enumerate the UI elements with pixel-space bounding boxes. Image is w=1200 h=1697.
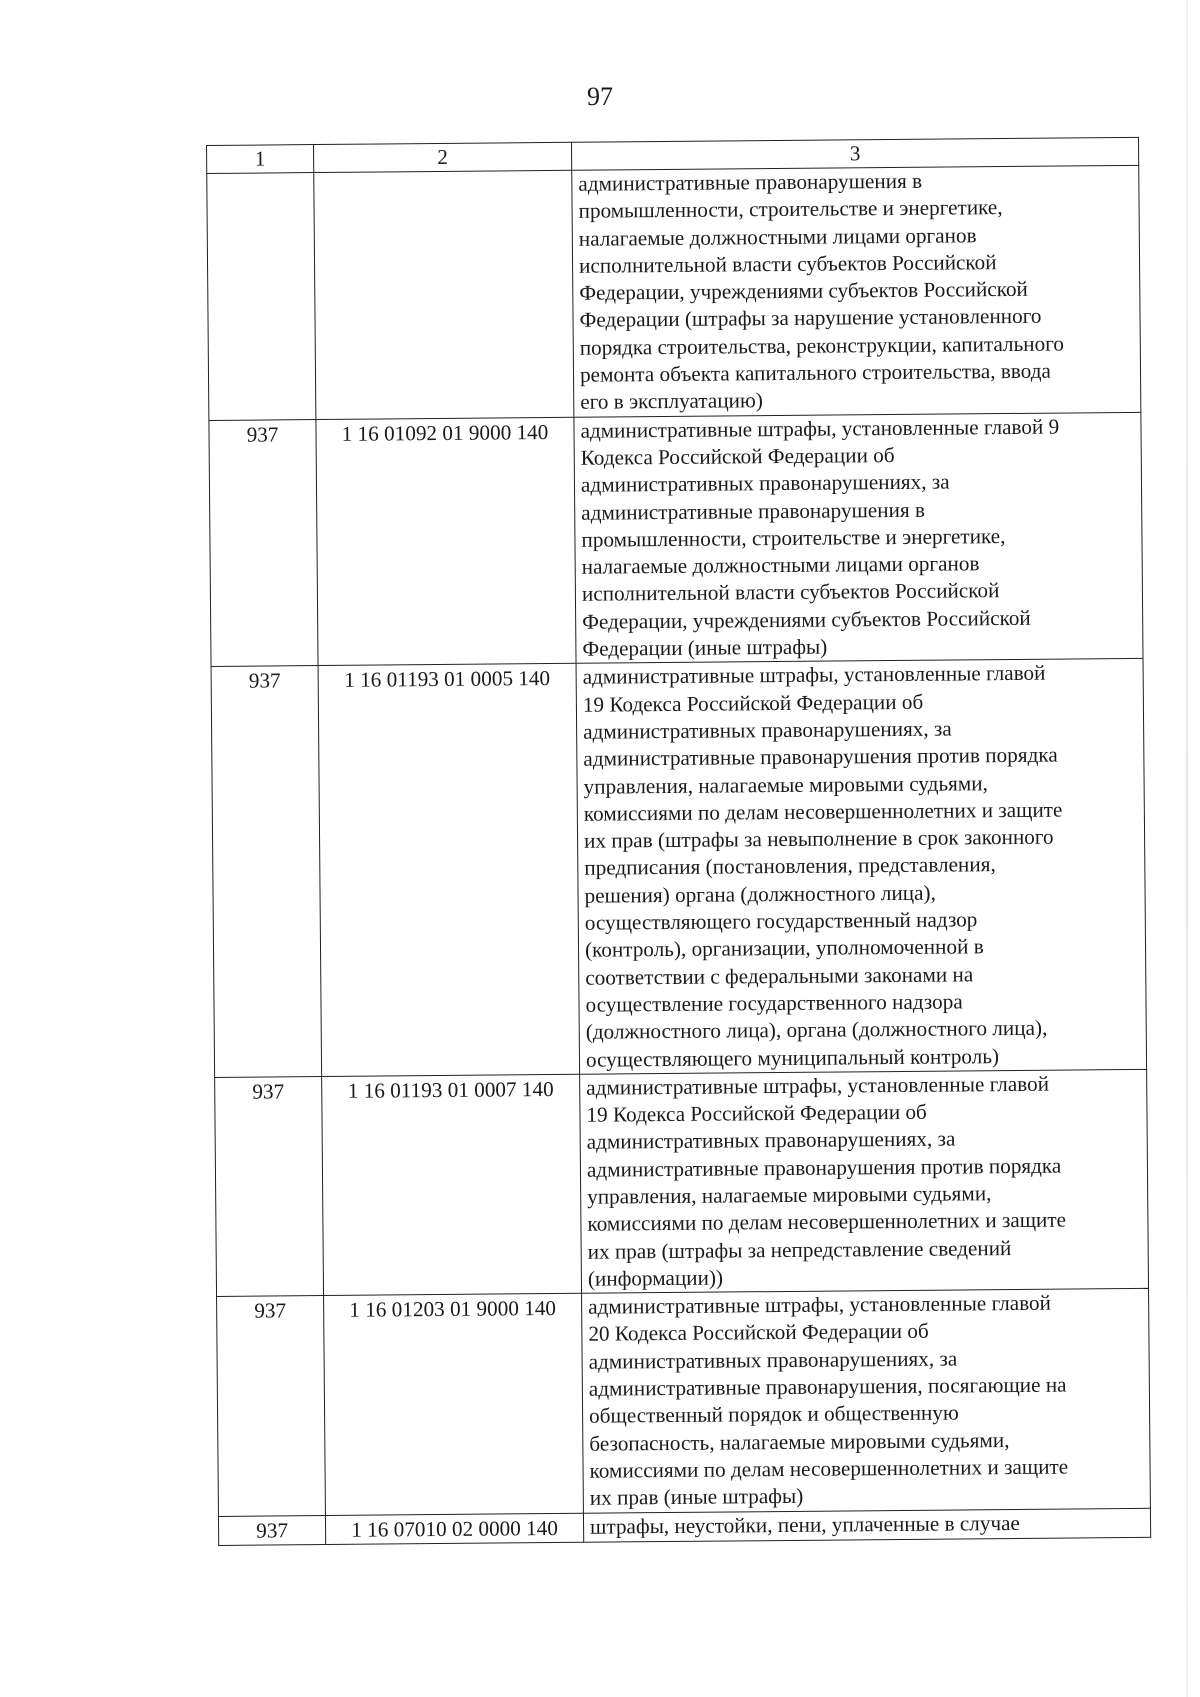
budget-code-cell: 1 16 01092 01 9000 140 xyxy=(316,417,576,666)
admin-code-cell: 937 xyxy=(209,419,318,667)
description-line: осуществление государственного надзора xyxy=(585,989,963,1017)
description-line: административные правонарушения, посягающие на xyxy=(588,1372,1067,1401)
description-line: решения) органа (должностного лица), xyxy=(584,880,936,908)
description-line: налагаемые должностными лицами органов xyxy=(578,222,977,251)
description-line: Кодекса Российской Федерации об xyxy=(580,442,895,470)
description-line: комиссиями по делам несовершеннолетних и защите xyxy=(587,1207,1067,1236)
header-col-2: 2 xyxy=(314,142,572,172)
header-col-3: 3 xyxy=(571,137,1138,170)
page-number: 97 xyxy=(587,82,613,111)
description-line: ремонта объекта капитального строительства, ввода xyxy=(579,358,1051,387)
description-cell xyxy=(582,1288,1151,1512)
description-line: административные правонарушения в xyxy=(581,497,926,525)
budget-code-cell: 1 16 01203 01 9000 140 xyxy=(324,1293,584,1515)
table-row xyxy=(215,1069,1149,1296)
description-line: (должностного лица), органа (должностного лица), xyxy=(585,1015,1048,1044)
description-line: административные правонарушения в xyxy=(578,168,923,196)
description-line: общественный порядок и общественную xyxy=(589,1400,959,1429)
description-line: 19 Кодекса Российской Федерации об xyxy=(582,689,924,717)
description-line: соответствии с федеральными законами на xyxy=(585,961,974,990)
description-line: Федерации (штрафы за нарушение установленного xyxy=(579,304,1042,333)
budget-code-cell: 1 16 07010 02 0000 140 xyxy=(325,1513,583,1545)
description-line: Федерации (иные штрафы) xyxy=(582,634,828,661)
description-line: штрафы, неустойки, пени, уплаченные в случае xyxy=(589,1510,1020,1539)
description-line: (контроль), организации, уполномоченной в xyxy=(584,934,984,963)
description-line: 19 Кодекса Российской Федерации об xyxy=(586,1099,927,1127)
description-cell xyxy=(583,1508,1150,1542)
table-row xyxy=(207,165,1141,420)
table-row xyxy=(217,1288,1151,1515)
description-line: административных правонарушениях, за xyxy=(586,1126,956,1155)
description-line: налагаемые должностными лицами органов xyxy=(581,551,980,579)
description-line: административных правонарушениях, за xyxy=(588,1346,958,1374)
description-line: его в эксплуатацию) xyxy=(580,388,763,415)
description-line: предписания (постановления, представления, xyxy=(584,852,996,881)
description-line: осуществляющего муниципальный контроль) xyxy=(585,1043,1000,1072)
description-line: их прав (штрафы за непредставление сведений xyxy=(587,1235,1012,1264)
description-line: 20 Кодекса Российской Федерации об xyxy=(588,1319,929,1347)
header-col-1: 1 xyxy=(207,145,314,174)
table-row xyxy=(209,412,1143,667)
admin-code-cell: 937 xyxy=(218,1515,325,1545)
description-line: комиссиями по делам несовершеннолетних и защите xyxy=(589,1454,1069,1483)
description-line: порядка строительства, реконструкции, капитального xyxy=(579,331,1065,360)
description-line: исполнительной власти субъектов Российской xyxy=(578,249,997,278)
description-line: комиссиями по делам несовершеннолетних и защите xyxy=(583,797,1063,826)
description-line: их прав (иные штрафы) xyxy=(589,1484,804,1510)
description-line: безопасность, налагаемые мировыми судьями, xyxy=(589,1427,1010,1456)
budget-code-cell: 1 16 01193 01 0005 140 xyxy=(318,664,580,1077)
description-line: административных правонарушениях, за xyxy=(583,716,952,744)
description-line: административные штрафы, установленные главой xyxy=(582,661,1046,690)
description-line: управления, налагаемые мировыми судьями, xyxy=(587,1181,992,1209)
description-line: Федерации, учреждениями субъектов Российской xyxy=(579,277,1028,305)
description-cell xyxy=(572,165,1141,417)
description-line: административные штрафы, установленные главой 9 xyxy=(580,414,1060,443)
admin-code-cell: 937 xyxy=(215,1076,324,1296)
description-line: исполнительной власти субъектов Российской xyxy=(581,578,1000,607)
admin-code-cell: 937 xyxy=(217,1296,326,1516)
description-line: административные штрафы, установленные главой xyxy=(588,1290,1052,1319)
description-line: административные правонарушения против порядка xyxy=(586,1153,1062,1182)
description-cell xyxy=(580,1069,1149,1293)
description-cell xyxy=(576,659,1147,1074)
description-line: (информации)) xyxy=(587,1265,724,1291)
table-body xyxy=(207,165,1151,1545)
description-line: осуществляющего государственный надзор xyxy=(584,907,978,935)
description-cell xyxy=(574,412,1143,664)
description-line: промышленности, строительстве и энергетике, xyxy=(581,523,1006,552)
description-line: их прав (штрафы за невыполнение в срок законного xyxy=(583,824,1054,853)
description-line: промышленности, строительстве и энергетике, xyxy=(578,195,1003,224)
table-row xyxy=(211,659,1147,1078)
description-line: Федерации, учреждениями субъектов Российской xyxy=(582,605,1031,634)
description-line: управления, налагаемые мировыми судьями, xyxy=(583,770,988,799)
description-line: административные правонарушения против порядка xyxy=(583,742,1058,771)
description-line: административных правонарушениях, за xyxy=(580,469,950,498)
description-line: административные штрафы, установленные главой xyxy=(586,1071,1050,1100)
budget-classification-table xyxy=(206,137,1151,1546)
admin-code-cell: 937 xyxy=(211,666,322,1077)
admin-code-cell xyxy=(207,173,316,421)
scan-edge-shadow xyxy=(1186,0,1188,1697)
budget-code-cell xyxy=(314,170,574,419)
budget-code-cell: 1 16 01193 01 0007 140 xyxy=(322,1074,582,1296)
